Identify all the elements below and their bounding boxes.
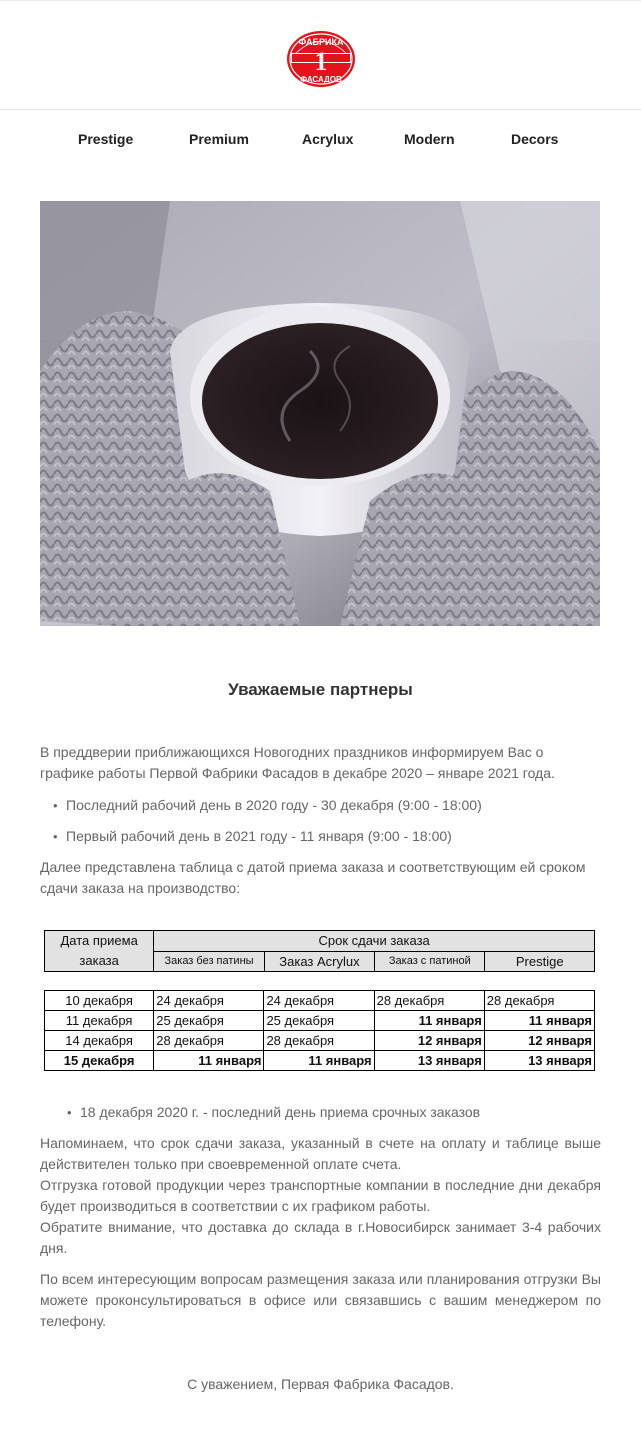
table-cell: 24 декабря [154, 991, 264, 1011]
bullet-urgent-orders: • 18 декабря 2020 г. - последний день приема срочных заказов [80, 1102, 480, 1123]
table-cell: 11 января [154, 1051, 264, 1071]
header-order-date [45, 931, 154, 972]
row-date: 15 декабря [45, 1051, 154, 1071]
table-cell: 28 декабря [154, 1031, 264, 1051]
nav-premium[interactable]: Premium [189, 131, 249, 147]
notice-shipping: Отгрузка готовой продукции через транспортные компании в последние дни декабря будет производиться в соответствии с их графиком работы. [40, 1177, 601, 1214]
page-title: Уважаемые партнеры [228, 680, 413, 699]
table-cell: 28 декабря [374, 991, 484, 1011]
row-date: 14 декабря [45, 1031, 154, 1051]
notice-payment: Напоминаем, что срок сдачи заказа, указанный в счете на оплату и таблице выше действителен только при своевременной оплате счета. [40, 1135, 601, 1172]
subheader-patina: Заказ с патиной [375, 951, 485, 972]
table-row [45, 991, 595, 1011]
table-cell: 13 января [484, 1051, 594, 1071]
notice-delivery: Обратите внимание, что доставка до склада в г.Новосибирск занимает 3-4 рабочих дня. [40, 1219, 601, 1256]
header-order-date-line1: Дата приема [60, 933, 138, 948]
svg-text:1: 1 [314, 47, 328, 76]
table-cell: 12 января [484, 1031, 594, 1051]
brand-logo[interactable] [285, 29, 357, 89]
table-cell: 13 января [374, 1051, 484, 1071]
table-cell: 11 января [374, 1011, 484, 1031]
main-nav [0, 131, 641, 151]
table-cell: 11 января [484, 1011, 594, 1031]
table-cell: 24 декабря [264, 991, 374, 1011]
row-date: 11 декабря [45, 1011, 154, 1031]
signature: С уважением, Первая Фабрика Фасадов. [187, 1376, 454, 1392]
table-cell: 12 января [374, 1031, 484, 1051]
table-intro: Далее представлена таблица с датой приема заказа и соответствующим ей сроком сдачи заказа на производство: [40, 859, 586, 896]
subheader-prestige: Prestige [485, 951, 595, 972]
subheader-no-patina: Заказ без патины [154, 951, 265, 972]
table-cell: 28 декабря [484, 991, 594, 1011]
intro-paragraph: В преддверии приближающихся Новогодних праздников информируем Вас о графике работы Первой Фабрики Фасадов в декабре 2020 – январе 2021 года. [40, 744, 555, 781]
nav-prestige[interactable]: Prestige [78, 131, 134, 147]
bullet-first-day: • Первый рабочий день в 2021 году - 11 января (9:00 - 18:00) [66, 826, 452, 847]
schedule-table-header [44, 930, 595, 972]
table-row [45, 1031, 595, 1051]
table-row [45, 1051, 595, 1071]
header-deadline-group: Срок сдачи заказа [154, 931, 595, 952]
hero-image [40, 201, 600, 626]
nav-decors[interactable]: Decors [511, 131, 559, 147]
table-row [45, 1011, 595, 1031]
schedule-table-body [44, 990, 595, 1071]
header-order-date-line2: заказа [79, 953, 119, 968]
svg-text:ФАСАДОВ: ФАСАДОВ [300, 75, 342, 84]
table-cell: 28 декабря [264, 1031, 374, 1051]
subheader-acrylux: Заказ Acrylux [264, 951, 374, 972]
bullet-last-day: • Последний рабочий день в 2020 году - 30 декабря (9:00 - 18:00) [66, 795, 482, 816]
row-date: 10 декабря [45, 991, 154, 1011]
nav-modern[interactable]: Modern [404, 131, 455, 147]
table-cell: 25 декабря [154, 1011, 264, 1031]
header [0, 0, 641, 110]
table-cell: 11 января [264, 1051, 374, 1071]
coffee-mittens-photo [40, 201, 600, 626]
nav-acrylux[interactable]: Acrylux [302, 131, 354, 147]
table-cell: 25 декабря [264, 1011, 374, 1031]
svg-text:ФАБРИКА: ФАБРИКА [298, 37, 344, 47]
contact-paragraph: По всем интересующим вопросам размещения заказа или планирования отгрузки Вы можете проконсультироваться в офисе или связавшись с вашим менеджером по телефону. [40, 1271, 601, 1329]
